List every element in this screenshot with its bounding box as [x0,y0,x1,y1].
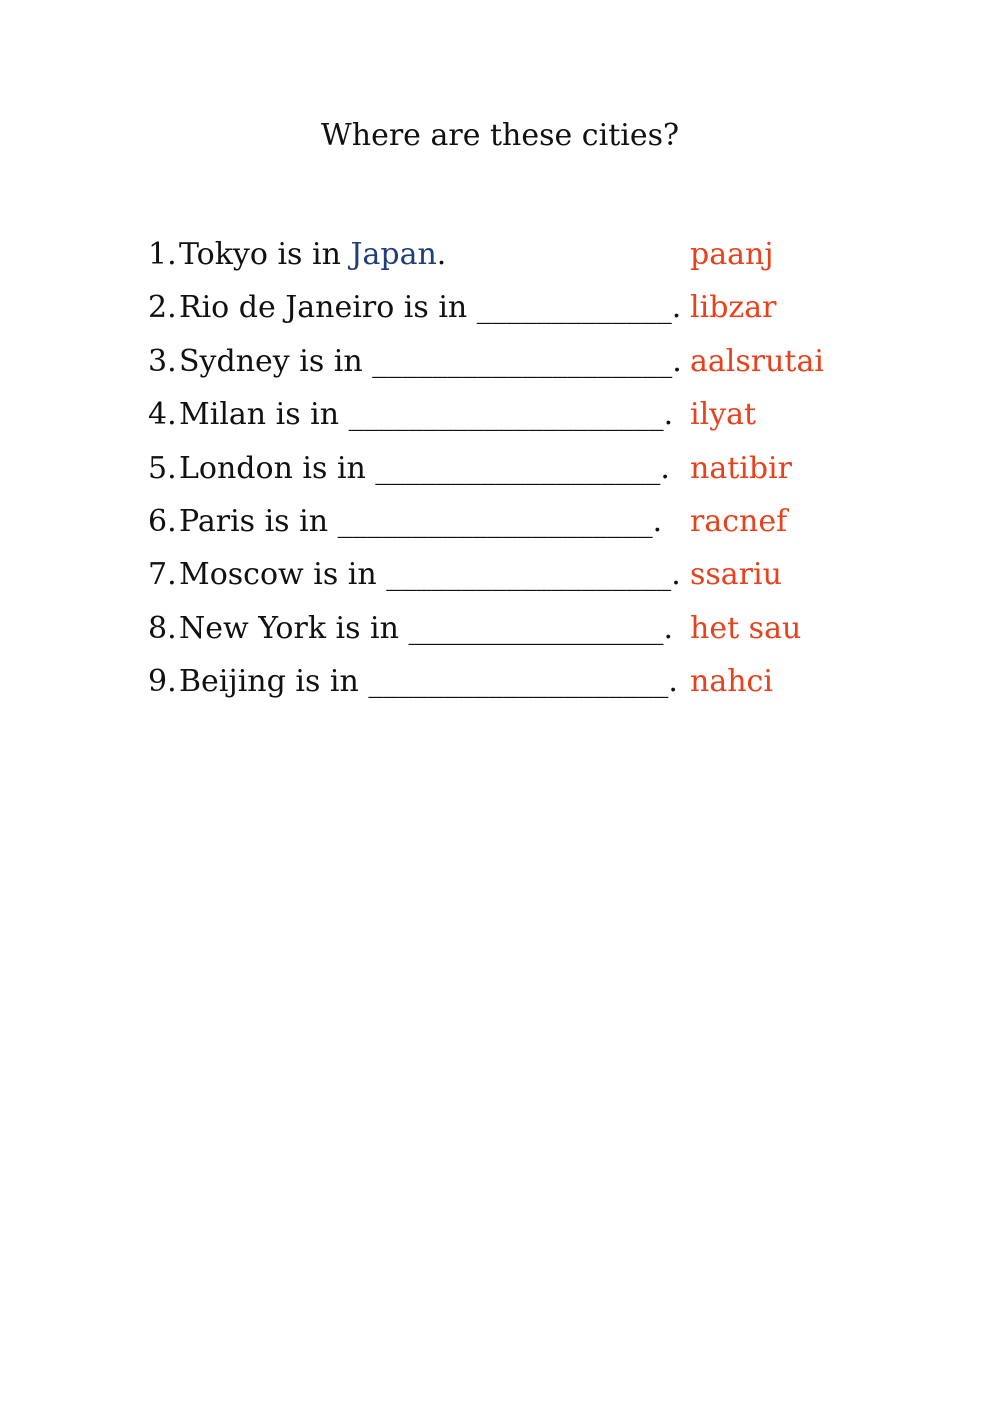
question-number: 1. [148,237,177,272]
question-item [148,447,868,500]
scrambled-word: het sau [690,610,802,646]
question-number: 6. [148,503,177,539]
question-item [148,500,868,553]
scrambled-word: nahci [690,664,773,700]
question-number: 3. [148,343,177,379]
question-sentence[interactable]: New York is in _________________. [179,610,674,646]
question-item [148,607,868,660]
question-sentence[interactable]: Rio de Janeiro is in _____________. [179,290,682,326]
question-item [148,286,868,339]
scrambled-word: natibir [690,450,792,486]
question-item [148,340,868,393]
sentence-text: Tokyo is in [179,237,351,272]
scrambled-word: aalsrutai [690,343,824,379]
question-number: 2. [148,290,177,326]
question-item [148,233,868,286]
worksheet-title: Where are these cities? [320,118,680,153]
question-number: 9. [148,664,177,700]
question-sentence[interactable]: Moscow is in ___________________. [179,557,681,593]
question-sentence[interactable]: Sydney is in ____________________. [179,343,682,379]
question-number: 8. [148,610,177,646]
question-item [148,553,868,606]
question-number: 5. [148,450,177,486]
scrambled-word: racnef [690,503,788,539]
scrambled-word: ssariu [690,557,782,593]
answer-word: Japan [350,237,437,272]
question-number: 7. [148,557,177,593]
question-item [148,660,868,713]
sentence-end: . [436,237,447,272]
question-item [148,393,868,446]
question-list [148,233,868,714]
scrambled-word: libzar [690,290,777,326]
question-sentence[interactable]: Milan is in _____________________. [179,397,674,433]
question-sentence[interactable]: Paris is in _____________________. [179,503,663,539]
question-sentence [179,233,446,277]
question-sentence[interactable]: Beijing is in ____________________. [179,664,678,700]
scrambled-word: ilyat [690,397,757,433]
scrambled-word: paanj [690,237,774,272]
question-sentence[interactable]: London is in ___________________. [179,450,670,486]
question-number: 4. [148,397,177,433]
